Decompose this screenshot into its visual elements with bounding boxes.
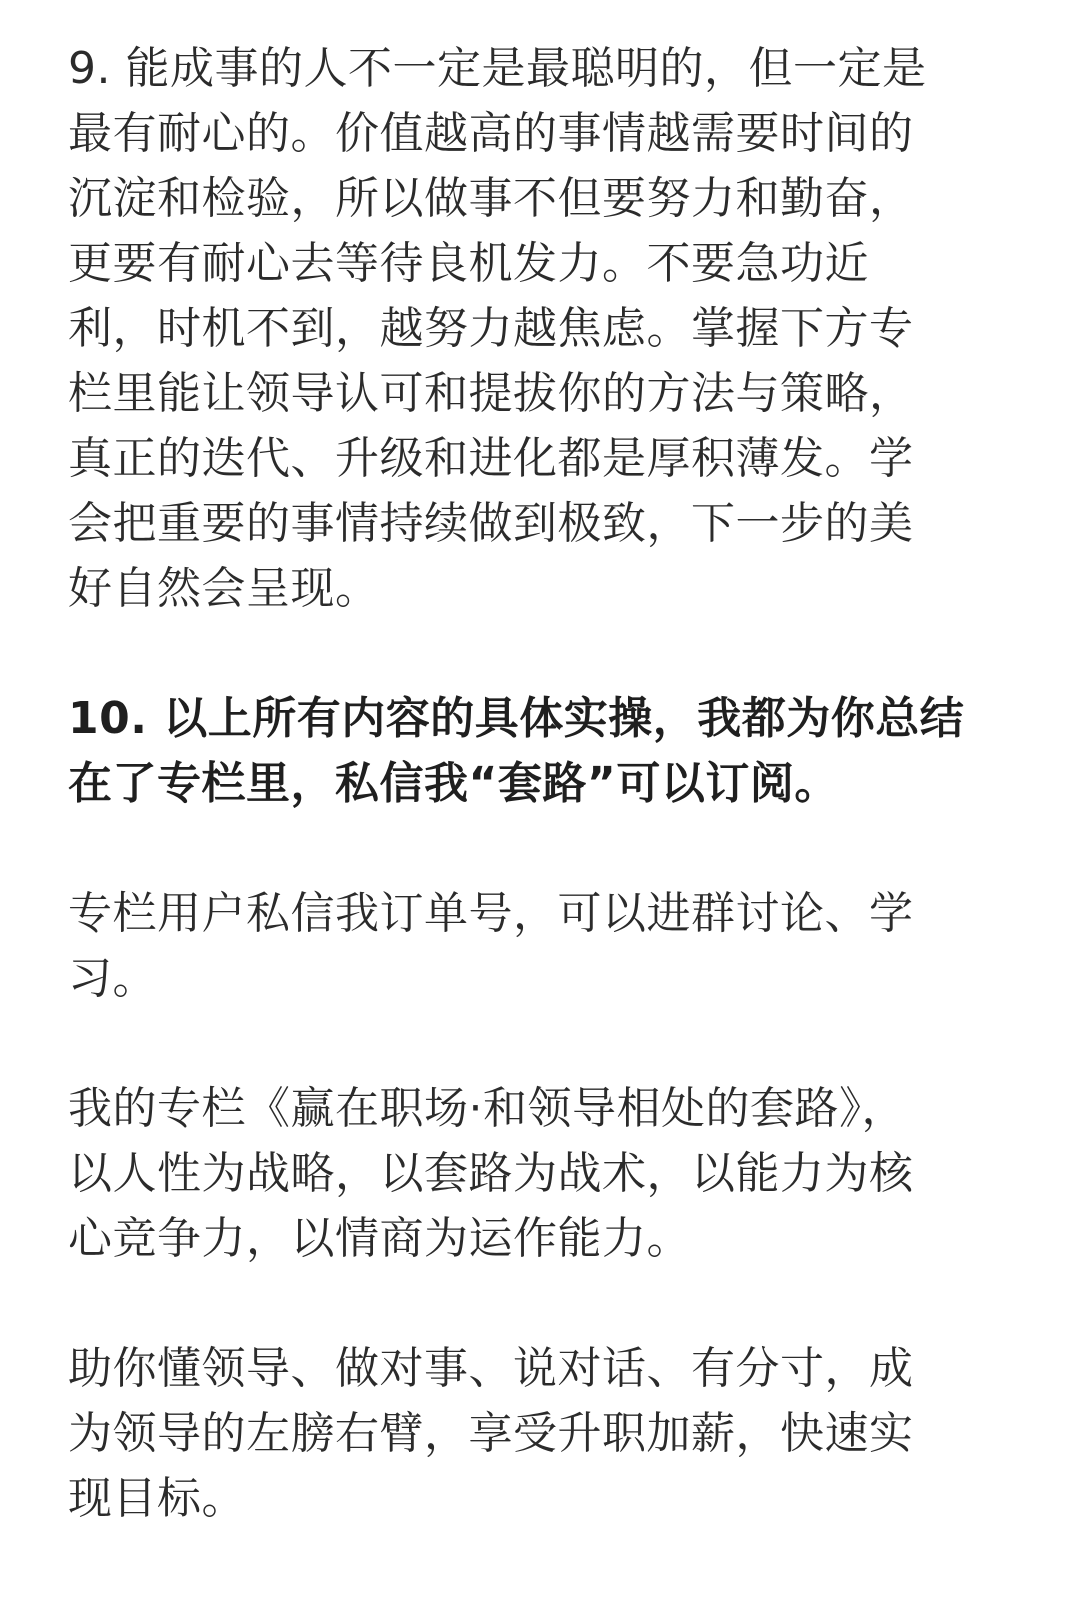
paragraph-10: 10. 以上所有内容的具体实操，我都为你总结 在了专栏里，私信我“套路”可以订阅。 <box>68 693 965 809</box>
paragraph-gap <box>68 621 1008 686</box>
paragraph-column-benefits: 助你懂领导、做对事、说对话、有分寸，成 为领导的左膀右臂，享受升职加薪，快速实 现目标。 <box>68 1343 914 1524</box>
paragraph-gap <box>68 816 1008 881</box>
paragraph-gap <box>68 1271 1008 1336</box>
paragraph-9: 9. 能成事的人不一定是最聪明的，但一定是 最有耐心的。价值越高的事情越需要时间的 沉淀和检验，所以做事不但要努力和勤奋， 更要有耐心去等待良机发力。不要急功近 利，时机不到，越努力越焦虑。掌握下方专 栏里能让领导认可和提拔你的方法与策略， 真正的迭代、升级和进化都是厚积薄发。学 会把重要的事情持续做到极致，下一步的美 好自然会呈现。 <box>68 43 927 614</box>
paragraph-column-intro: 我的专栏《赢在职场·和领导相处的套路》， 以人性为战略，以套路为战术，以能力为核 心竞争力，以情商为运作能力。 <box>68 1083 914 1264</box>
paragraph-gap <box>68 1011 1008 1076</box>
article-body <box>68 36 1008 1531</box>
paragraph-subscriber-note: 专栏用户私信我订单号，可以进群讨论、学 习。 <box>68 888 914 1004</box>
